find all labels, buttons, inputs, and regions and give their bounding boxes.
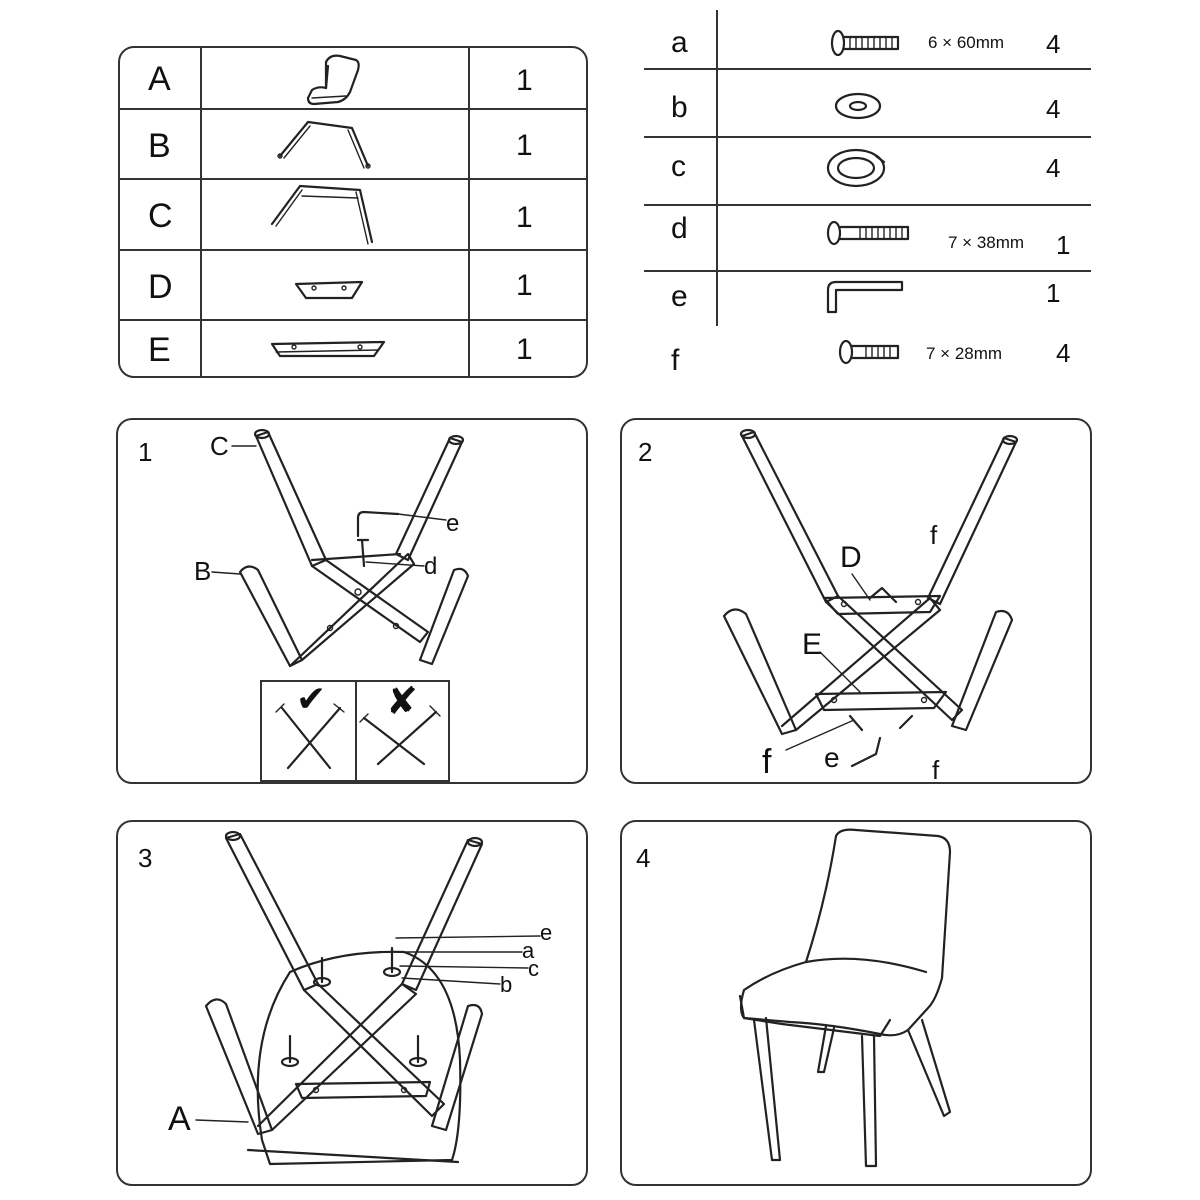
hardware-quantity: 4	[1056, 338, 1071, 368]
flat-washer-icon	[836, 94, 880, 118]
parts-table-row-divider	[119, 178, 587, 180]
correct-mark-icon: ✔	[296, 679, 327, 720]
part-letter: A	[148, 60, 171, 98]
step-number: 2	[638, 437, 653, 467]
hardware-letter: c	[671, 150, 686, 183]
hardware-quantity: 4	[1046, 153, 1061, 183]
bolt-icon	[828, 222, 908, 244]
callout-label: D	[840, 541, 862, 574]
step-2-panel	[620, 418, 1092, 784]
hardware-size: 7 × 28mm	[926, 344, 1003, 363]
callout-label: C	[210, 431, 229, 461]
hardware-letter: a	[671, 26, 688, 59]
bolt-icon	[832, 31, 898, 55]
callout-label: e	[446, 510, 460, 537]
step-number: 4	[636, 843, 651, 873]
hardware-table-row-divider	[644, 68, 1091, 70]
hardware-letter: f	[671, 344, 680, 377]
spring-washer-icon	[828, 150, 884, 186]
callout-label: f	[762, 743, 772, 781]
hardware-table-divider	[716, 10, 718, 326]
callout-label: f	[930, 520, 938, 550]
callout-label: f	[932, 755, 940, 785]
parts-table-divider	[200, 47, 202, 377]
parts-table-row-divider	[119, 249, 587, 251]
bolt-icon	[840, 341, 898, 363]
callout-label: e	[540, 920, 553, 945]
part-quantity: 1	[516, 64, 533, 97]
hardware-letter: d	[671, 212, 688, 245]
part-letter: C	[148, 197, 173, 235]
orientation-inset-divider	[355, 681, 357, 781]
part-quantity: 1	[516, 333, 533, 366]
callout-label: E	[802, 628, 823, 661]
callout-label: b	[500, 972, 513, 997]
wrong-mark-icon: ✘	[386, 679, 418, 723]
parts-table-row-divider	[119, 319, 587, 321]
hardware-table-row-divider	[644, 204, 1091, 206]
part-letter: B	[148, 127, 171, 165]
callout-label: B	[194, 556, 212, 586]
part-letter: D	[148, 268, 173, 306]
callout-label: A	[168, 1100, 191, 1138]
hardware-quantity: 1	[1056, 230, 1071, 260]
hardware-table-row-divider	[644, 136, 1091, 138]
hardware-quantity: 1	[1046, 278, 1061, 308]
parts-table-row-divider	[119, 108, 587, 110]
callout-label: a	[522, 938, 535, 963]
hardware-letter: b	[671, 91, 688, 124]
callout-label: e	[824, 742, 840, 773]
callout-label: d	[424, 553, 438, 580]
step-number: 3	[138, 843, 153, 873]
part-quantity: 1	[516, 129, 533, 162]
hardware-size: 7 × 38mm	[948, 233, 1025, 252]
parts-table-divider	[468, 47, 470, 377]
hardware-table-row-divider	[644, 270, 1091, 272]
step-4-panel	[620, 820, 1092, 1186]
part-letter: E	[148, 331, 171, 369]
hardware-quantity: 4	[1046, 29, 1061, 59]
step-number: 1	[138, 437, 153, 467]
allen-key-icon	[828, 282, 902, 312]
part-quantity: 1	[516, 269, 533, 302]
hardware-size: 6 × 60mm	[928, 33, 1005, 52]
part-quantity: 1	[516, 201, 533, 234]
hardware-quantity: 4	[1046, 94, 1061, 124]
callout-label: c	[528, 956, 539, 981]
hardware-letter: e	[671, 280, 688, 313]
